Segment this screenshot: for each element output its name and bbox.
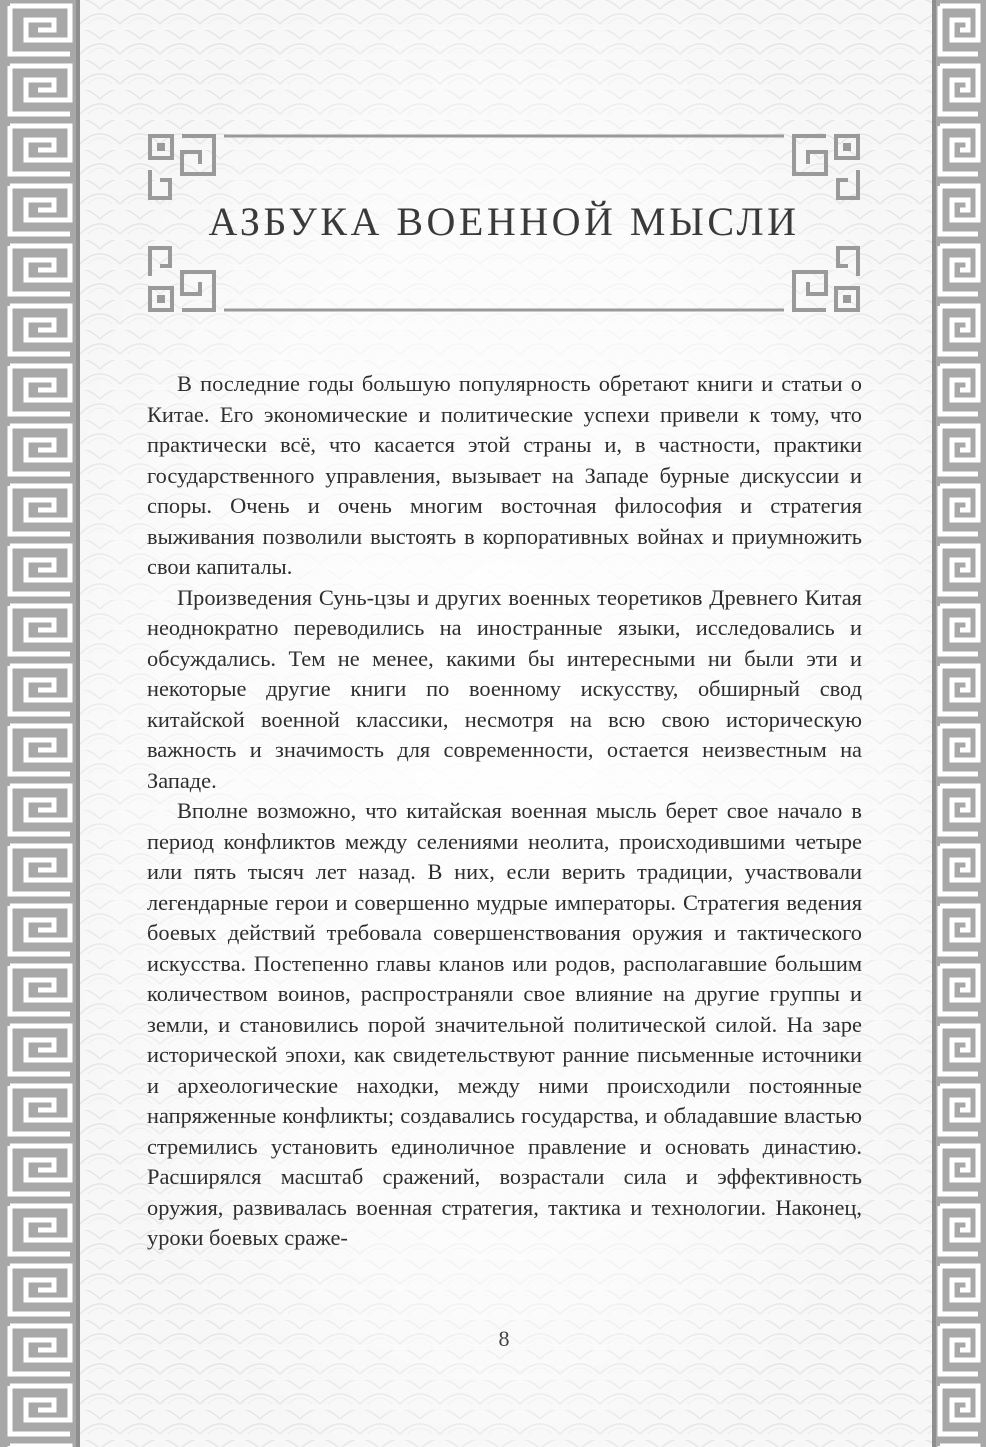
chapter-body <box>147 369 862 1254</box>
greek-key-border-right <box>932 0 986 1447</box>
meander-corner-icon <box>150 248 214 310</box>
meander-corner-icon <box>794 136 858 198</box>
greek-key-border-left <box>0 0 80 1447</box>
page-number: 8 <box>498 1326 510 1351</box>
paragraph: Вполне возможно, что китайская военная мысль берет свое начало в период конфликтов между селениями неолита, происходившими четыре или пять тысяч лет назад. В них, если верить традиции, участвовали легендарные герои и совершенно мудрые императоры. Стратегия ведения боевых действий требовала совершенствования оружия и тактического искусства. Постепенно главы кланов или родов, располагавшие большим количеством воинов, распространяли свое влияние на другие группы и земли, и становились порой значительной политической силой. На заре исторической эпохи, как свидетельствуют ранние письменные источники и археологические находки, между ними происходили постоянные напряженные конфликты; создавались государства, и обладавшие властью стремились установить единоличное правление и основать династию. Расширялся масштаб сражений, возрастали сила и эффективность оружия, развивалась военная стратегия, тактика и технологии. Наконец, уроки боевых сраже- <box>147 798 862 1250</box>
meander-corner-icon <box>794 248 858 310</box>
paragraph: В последние годы большую популярность обретают книги и статьи о Китае. Его экономические и политические успехи привели к тому, что практически всё, что касается этой страны и, в частности, практики государственного управления, вызывает на Западе бурные дискуссии и споры. Очень и очень многим восточная философия и стратегия выживания позволили выстоять в корпоративных войнах и приумножить свои капиталы. <box>147 371 862 579</box>
chapter-title: АЗБУКА ВОЕННОЙ МЫСЛИ <box>208 199 800 244</box>
paragraph: Произведения Сунь-цзы и других военных теоретиков Древнего Китая неоднократно переводились на иностранные языки, исследовались и обсуждались. Тем не менее, какими бы интересными ни были эти и некоторые другие книги по военному искусству, обширный свод китайской военной классики, несмотря на всю свою историческую важность и значимость для современности, остается неизвестным на Западе. <box>147 584 862 793</box>
meander-corner-icon <box>150 136 214 198</box>
